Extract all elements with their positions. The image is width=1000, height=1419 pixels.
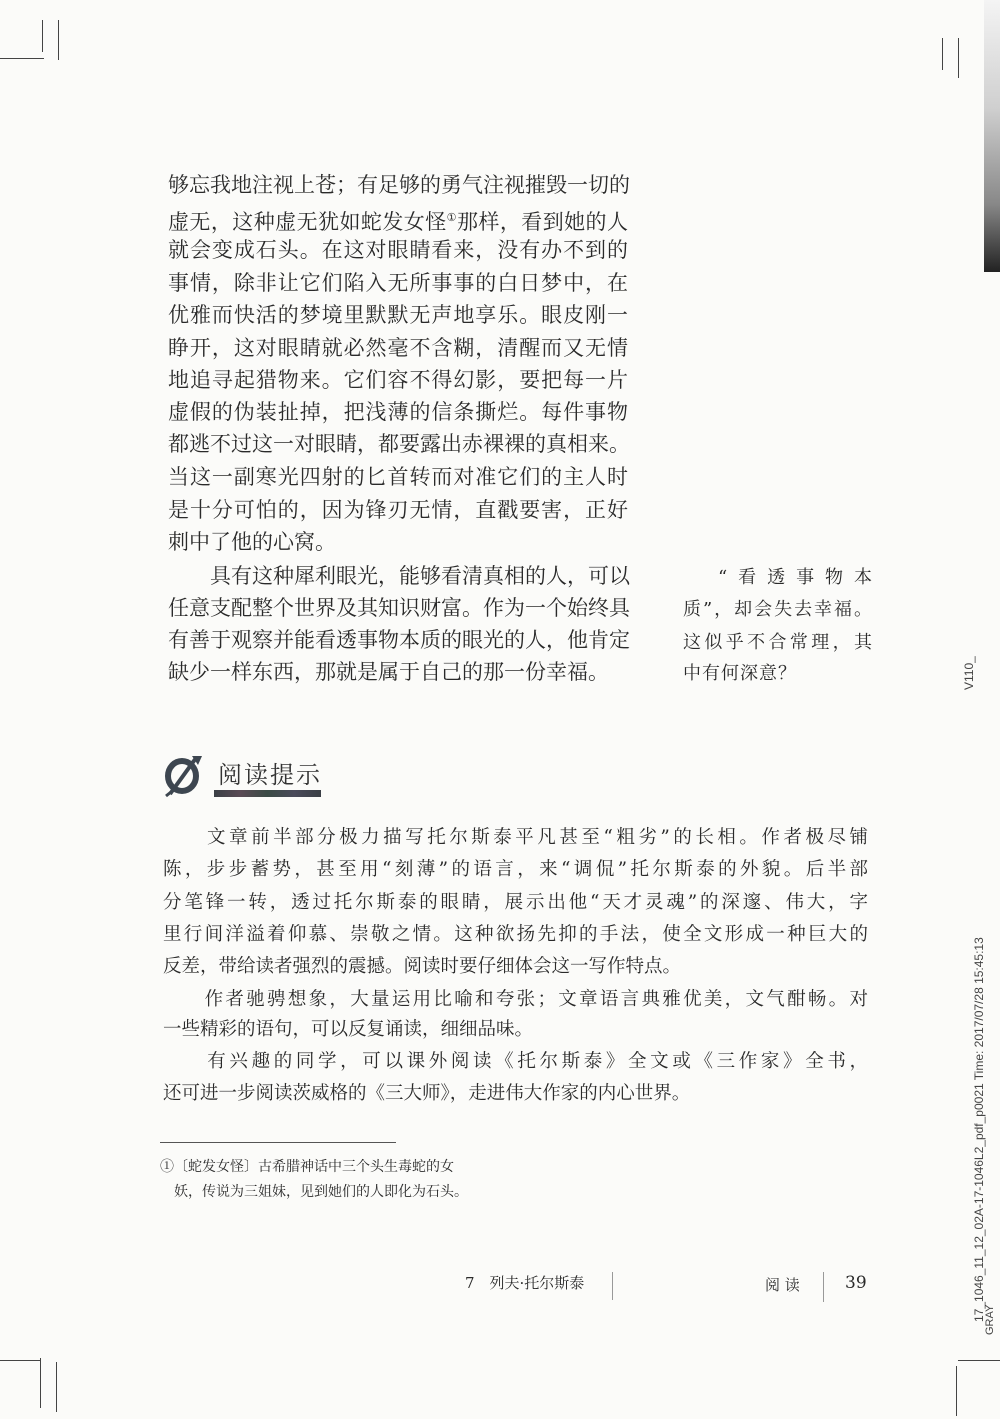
tip-line: 分笔锋一转，透过托尔斯泰的眼睛，展示出他“天才灵魂”的深邃、伟大，字 — [163, 892, 868, 913]
crop-mark — [56, 1362, 57, 1412]
gray-scale-strip — [984, 0, 1000, 272]
tip-line: 文章前半部分极力描写托尔斯泰平凡甚至“粗劣”的长相。作者极尽铺 — [163, 827, 868, 848]
footnote-rule — [160, 1142, 396, 1143]
crop-mark — [956, 1366, 957, 1416]
tip-line: 一些精彩的语句，可以反复诵读，细细品味。 — [163, 1019, 534, 1040]
footer-divider — [612, 1272, 613, 1300]
footnote-marker[interactable]: ① — [446, 211, 457, 224]
text-line: 刺中了他的心窝。 — [168, 530, 336, 554]
tip-line: 反差，带给读者强烈的震撼。阅读时要仔细体会这一写作特点。 — [163, 956, 682, 977]
text-line: 缺少一样东西，那就是属于自己的那一份幸福。 — [168, 660, 609, 684]
print-color-mode: GRAY — [984, 1304, 996, 1335]
side-note-line: 中有何深意？ — [683, 663, 797, 684]
footer-section: 阅 读 — [765, 1276, 800, 1294]
text-line: 有善于观察并能看透事物本质的眼光的人，他肯定 — [168, 628, 630, 652]
text-line: 就会变成石头。在这对眼睛看来，没有办不到的 — [168, 238, 628, 262]
tip-line: 还可进一步阅读茨威格的《三大师》，走进伟大作家的内心世界。 — [163, 1083, 691, 1104]
print-job-info: 17_1046_11_12_02A-17-1046L2_pdf_p0021 Time: 2017/07/28 15:45:13 — [972, 937, 986, 1322]
side-note-line: 质”，却会失去幸福。 — [683, 599, 873, 620]
text-span: 那样，看到她的人 — [456, 210, 628, 234]
tip-line: 作者驰骋想象，大量运用比喻和夸张；文章语言典雅优美，文气酣畅。对 — [163, 989, 868, 1010]
text-line: 都逃不过这一对眼睛，都要露出赤裸裸的真相来。 — [168, 432, 630, 456]
crop-mark — [0, 1360, 40, 1361]
crop-mark — [40, 1358, 41, 1408]
crop-mark — [942, 38, 943, 70]
tip-line: 陈，步步蓄势，甚至用“刻薄”的语言，来“调侃”托尔斯泰的外貌。后半部 — [163, 859, 868, 880]
print-version: V110_ — [962, 656, 976, 690]
text-line: 当这一副寒光四射的匕首转而对准它们的主人时 — [168, 465, 628, 489]
text-line: 地追寻起猎物来。它们容不得幻影，要把每一片 — [168, 368, 628, 392]
footnote-line: 妖，传说为三姐妹，见到她们的人即化为石头。 — [160, 1184, 468, 1200]
side-note-line: “看透事物本 — [718, 567, 873, 588]
text-line: 够忘我地注视上苍；有足够的勇气注视摧毁一切的 — [168, 173, 630, 197]
page-number: 39 — [845, 1273, 867, 1293]
reading-tip-bar — [214, 790, 321, 797]
crop-mark — [958, 38, 959, 78]
crop-mark — [958, 1360, 1000, 1361]
footnote-line: ①〔蛇发女怪〕古希腊神话中三个头生毒蛇的女 — [160, 1159, 454, 1175]
text-span: 虚无，这种虚无犹如蛇发女怪 — [168, 210, 447, 234]
text-line: 是十分可怕的，因为锋刃无情，直戳要害，正好 — [168, 498, 628, 522]
crop-mark — [42, 20, 43, 52]
crop-mark — [0, 58, 44, 59]
reading-tip-icon — [162, 752, 208, 798]
footer-divider — [823, 1272, 824, 1302]
text-line: 具有这种犀利眼光，能够看清真相的人，可以 — [168, 564, 630, 588]
text-line: 优雅而快活的梦境里默默无声地享乐。眼皮刚一 — [168, 303, 628, 327]
tip-line: 有兴趣的同学，可以课外阅读《托尔斯泰》全文或《三作家》全书， — [163, 1051, 868, 1072]
footer-chapter: 7 列夫·托尔斯泰 — [465, 1274, 585, 1292]
text-line: 任意支配整个世界及其知识财富。作为一个始终具 — [168, 596, 630, 620]
tip-line: 里行间洋溢着仰慕、崇敬之情。这种欲扬先抑的手法，使全文形成一种巨大的 — [163, 924, 868, 945]
reading-tip-title: 阅读提示 — [218, 761, 322, 789]
side-note-line: 这似乎不合常理，其 — [683, 632, 873, 653]
text-line — [168, 203, 628, 233]
text-line: 事情，除非让它们陷入无所事事的白日梦中，在 — [168, 271, 628, 295]
text-line: 睁开，这对眼睛就必然毫不含糊，清醒而又无情 — [168, 336, 628, 360]
text-line: 虚假的伪装扯掉，把浅薄的信条撕烂。每件事物 — [168, 400, 628, 424]
crop-mark — [58, 20, 59, 60]
